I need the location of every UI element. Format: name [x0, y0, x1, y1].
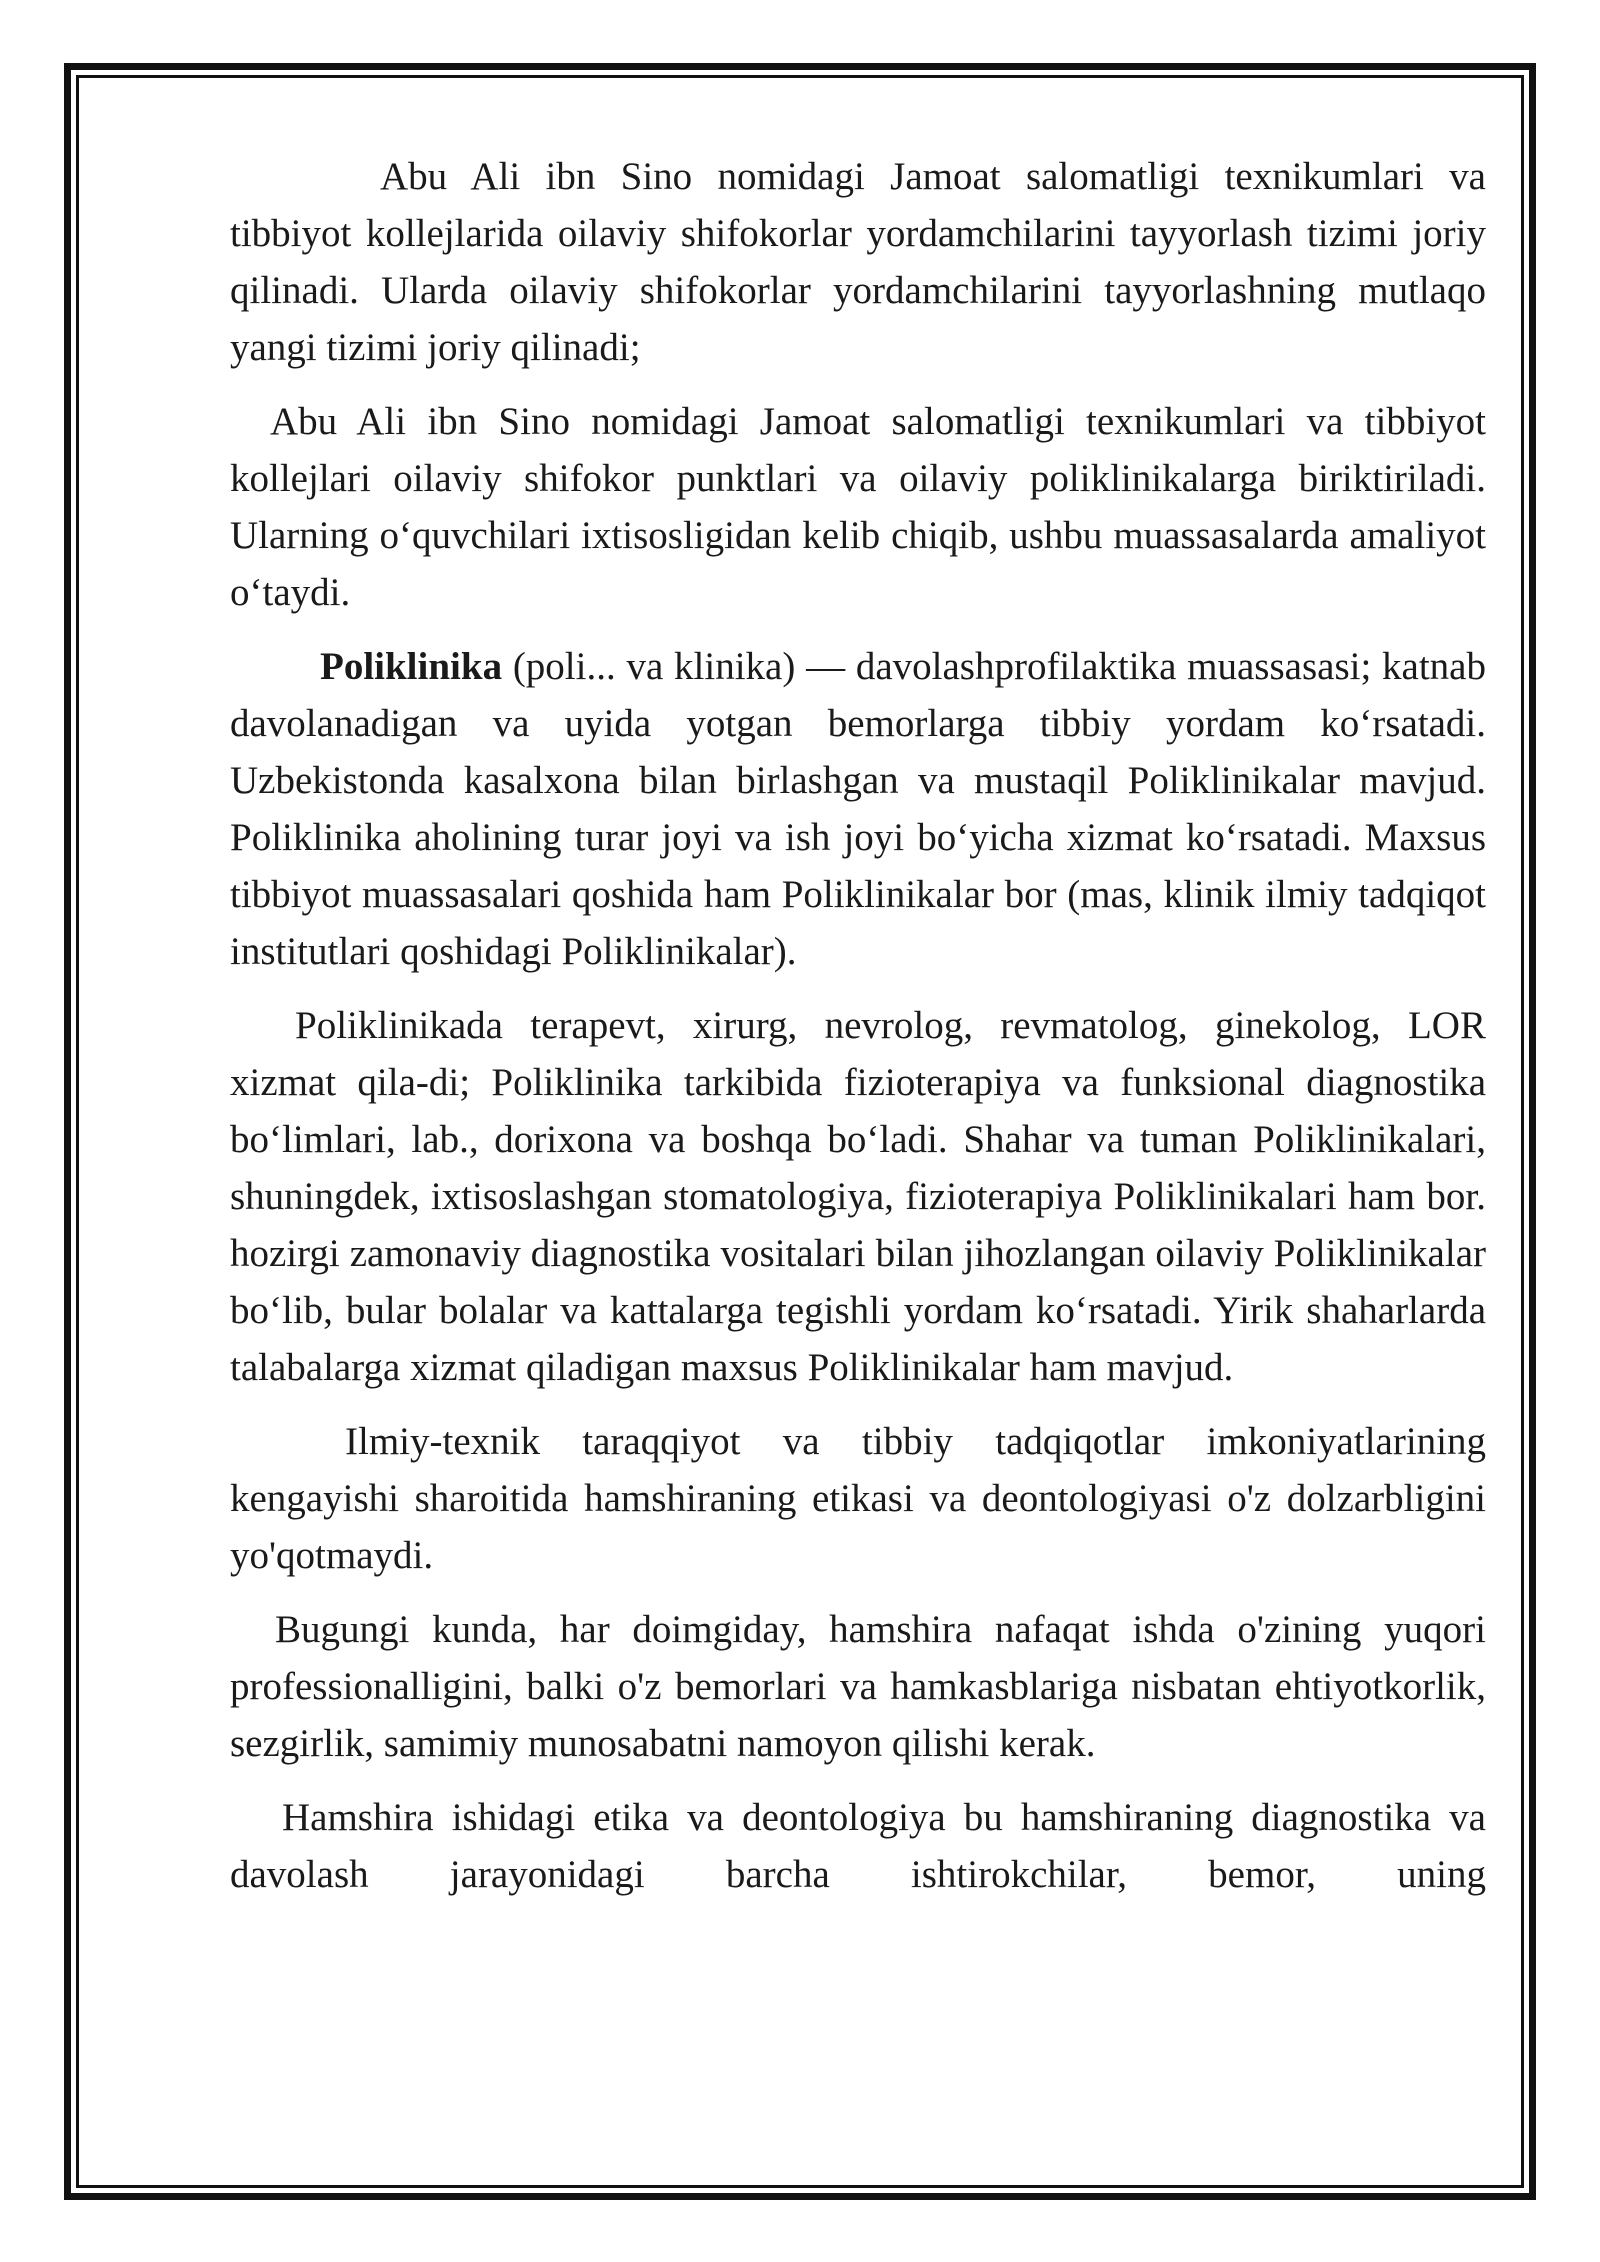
paragraph-7: Hamshira ishidagi etika va deontologiya bu hamshiraning diagnostika va davolash jarayonidagi barcha ishtirokchilar, bemor, uning	[230, 1796, 1486, 1896]
paragraph-4: Poliklinikada terapevt, xirurg, nevrolog, revmatolog, ginekolog, LOR xizmat qila-di; Poliklinika tarkibida fizioterapiya va funksional diagnostika bo‘limlari, lab., dorixona va boshqa bo‘ladi. Shahar va tuman Poliklinikalari, shuningdek, ixtisoslashgan stomatologiya, fizioterapiya Poliklinikalari ham bor. hozirgi zamonaviy diagnostika vositalari bilan jihozlangan oilaviy Poliklinikalar bo‘lib, bular bolalar va kattalarga tegishli yordam ko‘rsatadi. Yirik shaharlarda talabalarga xizmat qiladigan maxsus Poliklinikalar ham mavjud.	[230, 1004, 1486, 1389]
paragraph-6: Bugungi kunda, har doimgiday, hamshira nafaqat ishda o'zining yuqori professionalligini, balki o'z bemorlari va hamkasblariga nisbatan ehtiyotkorlik, sezgirlik, samimiy munosabatni namoyon qilishi kerak.	[230, 1608, 1486, 1765]
paragraph-3	[230, 638, 1486, 980]
paragraph-1: Abu Ali ibn Sino nomidagi Jamoat salomatligi texnikumlari va tibbiyot kollejlarida oilaviy shifokorlar yordamchilarini tayyorlash tizimi joriy qilinadi. Ularda oilaviy shifokorlar yordamchilarini tayyorlashning mutlaqo yangi tizimi joriy qilinadi;	[230, 155, 1486, 369]
paragraph-2: Abu Ali ibn Sino nomidagi Jamoat salomatligi texnikumlari va tibbiyot kollejlari oilaviy shifokor punktlari va oilaviy poliklinikalarga biriktiriladi. Ularning o‘quvchilari ixtisosligidan kelib chiqib, ushbu muassasalarda amaliyot o‘taydi.	[230, 400, 1486, 614]
term-poliklinika: Poliklinika	[320, 645, 503, 688]
paragraph-3-text: (poli... va klinika) — davolashprofilaktika muassasasi; katnab davolanadigan va uyida yotgan bemorlarga tibbiy yordam ko‘rsatadi. Uzbekistonda kasalxona bilan birlashgan va mustaqil Poliklinikalar mavjud. Poliklinika aholining turar joyi va ish joyi bo‘yicha xizmat ko‘rsatadi. Maxsus tibbiyot muassasalari qoshida ham Poliklinikalar bor (mas, klinik ilmiy tadqiqot institutlari qoshidagi Poliklinikalar).	[230, 645, 1486, 973]
document-body	[230, 148, 1486, 1920]
paragraph-5: Ilmiy-texnik taraqqiyot va tibbiy tadqiqotlar imkoniyatlarining kengayishi sharoitida hamshiraning etikasi va deontologiyasi o'z dolzarbligini yo'qotmaydi.	[230, 1420, 1486, 1577]
